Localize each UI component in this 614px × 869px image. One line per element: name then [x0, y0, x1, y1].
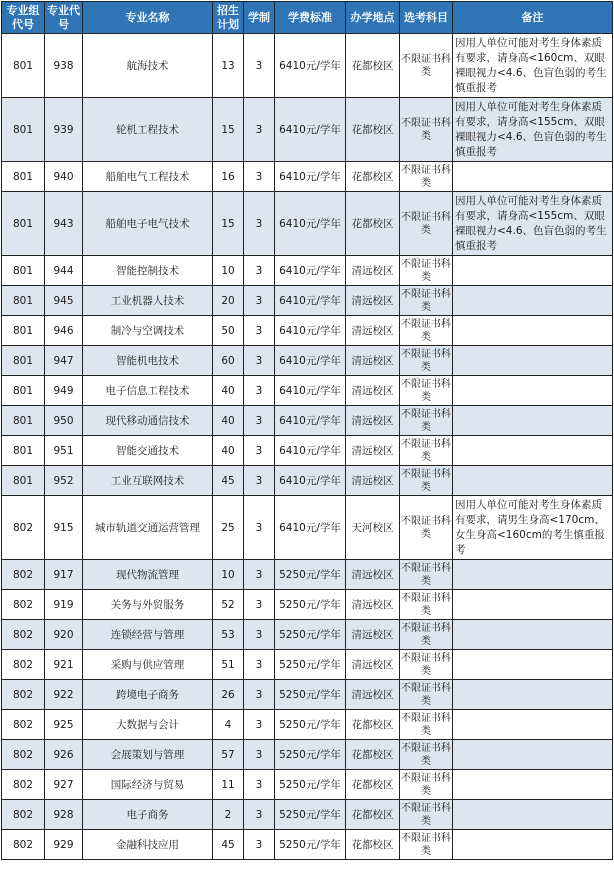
- campus-cell: 清远校区: [346, 620, 400, 650]
- major-code-cell: 951: [45, 436, 83, 466]
- tuition-cell: 5250元/学年: [275, 800, 346, 830]
- campus-cell: 花都校区: [346, 98, 400, 162]
- major-name-cell: 航海技术: [83, 34, 213, 98]
- enrollment-plan-cell: 15: [213, 192, 244, 256]
- major-code-cell: 920: [45, 620, 83, 650]
- table-row: [2, 560, 613, 590]
- major-code-cell: 940: [45, 162, 83, 192]
- major-code-cell: 922: [45, 680, 83, 710]
- enrollment-plan-cell: 45: [213, 830, 244, 860]
- remarks-cell: [453, 590, 613, 620]
- group-code-cell: 802: [2, 830, 45, 860]
- major-name-cell: 会展策划与管理: [83, 740, 213, 770]
- major-name-cell: 电子信息工程技术: [83, 376, 213, 406]
- duration-cell: 3: [244, 770, 275, 800]
- group-code-cell: 801: [2, 406, 45, 436]
- major-code-cell: 939: [45, 98, 83, 162]
- header-duration: 学制: [244, 2, 275, 34]
- duration-cell: 3: [244, 466, 275, 496]
- enrollment-plan-cell: 25: [213, 496, 244, 560]
- campus-cell: 清远校区: [346, 466, 400, 496]
- major-code-cell: 921: [45, 650, 83, 680]
- remarks-cell: [453, 406, 613, 436]
- elective-subject-cell: 不限证书科类: [400, 192, 453, 256]
- duration-cell: 3: [244, 680, 275, 710]
- table-row: [2, 406, 613, 436]
- campus-cell: 清远校区: [346, 286, 400, 316]
- duration-cell: 3: [244, 406, 275, 436]
- major-code-cell: 947: [45, 346, 83, 376]
- header-campus: 办学地点: [346, 2, 400, 34]
- enrollment-plan-cell: 13: [213, 34, 244, 98]
- group-code-cell: 802: [2, 800, 45, 830]
- table-row: [2, 680, 613, 710]
- major-code-cell: 944: [45, 256, 83, 286]
- enrollment-plan-cell: 2: [213, 800, 244, 830]
- tuition-cell: 6410元/学年: [275, 316, 346, 346]
- elective-subject-cell: 不限证书科类: [400, 770, 453, 800]
- remarks-cell: [453, 710, 613, 740]
- remarks-cell: 因用人单位可能对考生身体素质有要求，请身高<155cm、双眼裸眼视力<4.6、色盲色弱的考生慎重报考: [453, 98, 613, 162]
- enrollment-plan-cell: 20: [213, 286, 244, 316]
- table-row: [2, 496, 613, 560]
- group-code-cell: 801: [2, 256, 45, 286]
- elective-subject-cell: 不限证书科类: [400, 830, 453, 860]
- table-row: [2, 740, 613, 770]
- major-name-cell: 电子商务: [83, 800, 213, 830]
- table-row: [2, 590, 613, 620]
- tuition-cell: 5250元/学年: [275, 650, 346, 680]
- tuition-cell: 6410元/学年: [275, 466, 346, 496]
- enrollment-plan-cell: 45: [213, 466, 244, 496]
- elective-subject-cell: 不限证书科类: [400, 376, 453, 406]
- elective-subject-cell: 不限证书科类: [400, 162, 453, 192]
- table-row: [2, 376, 613, 406]
- major-name-cell: 智能交通技术: [83, 436, 213, 466]
- table-row: [2, 346, 613, 376]
- elective-subject-cell: 不限证书科类: [400, 710, 453, 740]
- group-code-cell: 802: [2, 740, 45, 770]
- campus-cell: 清远校区: [346, 346, 400, 376]
- duration-cell: 3: [244, 436, 275, 466]
- campus-cell: 清远校区: [346, 316, 400, 346]
- table-row: [2, 800, 613, 830]
- header-group-code: 专业组代号: [2, 2, 45, 34]
- remarks-cell: [453, 620, 613, 650]
- remarks-cell: [453, 650, 613, 680]
- enrollment-plan-cell: 40: [213, 376, 244, 406]
- campus-cell: 清远校区: [346, 376, 400, 406]
- elective-subject-cell: 不限证书科类: [400, 560, 453, 590]
- header-major-code: 专业代号: [45, 2, 83, 34]
- enrollment-plan-cell: 15: [213, 98, 244, 162]
- major-name-cell: 现代移动通信技术: [83, 406, 213, 436]
- major-code-cell: 949: [45, 376, 83, 406]
- header-tuition: 学费标准: [275, 2, 346, 34]
- remarks-cell: [453, 162, 613, 192]
- campus-cell: 清远校区: [346, 560, 400, 590]
- major-code-cell: 919: [45, 590, 83, 620]
- major-code-cell: 925: [45, 710, 83, 740]
- table-row: [2, 436, 613, 466]
- tuition-cell: 5250元/学年: [275, 590, 346, 620]
- remarks-cell: [453, 346, 613, 376]
- major-name-cell: 制冷与空调技术: [83, 316, 213, 346]
- major-name-cell: 跨境电子商务: [83, 680, 213, 710]
- remarks-cell: [453, 800, 613, 830]
- group-code-cell: 801: [2, 316, 45, 346]
- major-code-cell: 928: [45, 800, 83, 830]
- group-code-cell: 802: [2, 620, 45, 650]
- campus-cell: 花都校区: [346, 770, 400, 800]
- tuition-cell: 6410元/学年: [275, 346, 346, 376]
- enrollment-plan-cell: 50: [213, 316, 244, 346]
- elective-subject-cell: 不限证书科类: [400, 680, 453, 710]
- tuition-cell: 6410元/学年: [275, 496, 346, 560]
- duration-cell: 3: [244, 346, 275, 376]
- campus-cell: 清远校区: [346, 680, 400, 710]
- major-code-cell: 915: [45, 496, 83, 560]
- duration-cell: 3: [244, 650, 275, 680]
- major-name-cell: 工业机器人技术: [83, 286, 213, 316]
- duration-cell: 3: [244, 98, 275, 162]
- tuition-cell: 6410元/学年: [275, 286, 346, 316]
- table-row: [2, 256, 613, 286]
- major-name-cell: 采购与供应管理: [83, 650, 213, 680]
- enrollment-plan-cell: 26: [213, 680, 244, 710]
- enrollment-plan-cell: 16: [213, 162, 244, 192]
- elective-subject-cell: 不限证书科类: [400, 620, 453, 650]
- group-code-cell: 801: [2, 436, 45, 466]
- header-elective-subject: 选考科目: [400, 2, 453, 34]
- remarks-cell: [453, 830, 613, 860]
- enrollment-plan-cell: 57: [213, 740, 244, 770]
- group-code-cell: 802: [2, 650, 45, 680]
- campus-cell: 清远校区: [346, 650, 400, 680]
- table-header-row: [2, 2, 613, 34]
- campus-cell: 花都校区: [346, 830, 400, 860]
- major-code-cell: 938: [45, 34, 83, 98]
- elective-subject-cell: 不限证书科类: [400, 650, 453, 680]
- elective-subject-cell: 不限证书科类: [400, 286, 453, 316]
- tuition-cell: 5250元/学年: [275, 710, 346, 740]
- duration-cell: 3: [244, 496, 275, 560]
- elective-subject-cell: 不限证书科类: [400, 316, 453, 346]
- major-code-cell: 927: [45, 770, 83, 800]
- group-code-cell: 801: [2, 346, 45, 376]
- campus-cell: 天河校区: [346, 496, 400, 560]
- remarks-cell: [453, 680, 613, 710]
- elective-subject-cell: 不限证书科类: [400, 406, 453, 436]
- group-code-cell: 802: [2, 710, 45, 740]
- remarks-cell: [453, 466, 613, 496]
- major-name-cell: 连锁经营与管理: [83, 620, 213, 650]
- tuition-cell: 6410元/学年: [275, 34, 346, 98]
- table-body: [2, 34, 613, 860]
- duration-cell: 3: [244, 192, 275, 256]
- remarks-cell: [453, 376, 613, 406]
- duration-cell: 3: [244, 34, 275, 98]
- campus-cell: 清远校区: [346, 590, 400, 620]
- duration-cell: 3: [244, 710, 275, 740]
- campus-cell: 清远校区: [346, 406, 400, 436]
- remarks-cell: [453, 740, 613, 770]
- enrollment-plan-cell: 40: [213, 436, 244, 466]
- major-code-cell: 946: [45, 316, 83, 346]
- group-code-cell: 801: [2, 376, 45, 406]
- group-code-cell: 801: [2, 192, 45, 256]
- enrollment-plan-cell: 60: [213, 346, 244, 376]
- remarks-cell: [453, 560, 613, 590]
- table-row: [2, 286, 613, 316]
- tuition-cell: 6410元/学年: [275, 98, 346, 162]
- table-row: [2, 98, 613, 162]
- major-name-cell: 轮机工程技术: [83, 98, 213, 162]
- remarks-cell: 因用人单位可能对考生身体素质有要求，请身高<160cm、双眼裸眼视力<4.6、色盲色弱的考生慎重报考: [453, 34, 613, 98]
- tuition-cell: 6410元/学年: [275, 376, 346, 406]
- duration-cell: 3: [244, 376, 275, 406]
- duration-cell: 3: [244, 162, 275, 192]
- duration-cell: 3: [244, 256, 275, 286]
- major-name-cell: 关务与外贸服务: [83, 590, 213, 620]
- duration-cell: 3: [244, 316, 275, 346]
- major-code-cell: 943: [45, 192, 83, 256]
- group-code-cell: 802: [2, 560, 45, 590]
- elective-subject-cell: 不限证书科类: [400, 740, 453, 770]
- header-major-name: 专业名称: [83, 2, 213, 34]
- campus-cell: 花都校区: [346, 162, 400, 192]
- major-name-cell: 船舶电子电气技术: [83, 192, 213, 256]
- remarks-cell: [453, 770, 613, 800]
- major-enrollment-table: [1, 1, 613, 860]
- tuition-cell: 5250元/学年: [275, 680, 346, 710]
- table-row: [2, 710, 613, 740]
- campus-cell: 花都校区: [346, 710, 400, 740]
- campus-cell: 花都校区: [346, 740, 400, 770]
- tuition-cell: 5250元/学年: [275, 620, 346, 650]
- table-row: [2, 466, 613, 496]
- elective-subject-cell: 不限证书科类: [400, 496, 453, 560]
- header-remarks: 备注: [453, 2, 613, 34]
- duration-cell: 3: [244, 560, 275, 590]
- remarks-cell: [453, 286, 613, 316]
- campus-cell: 花都校区: [346, 800, 400, 830]
- major-name-cell: 城市轨道交通运营管理: [83, 496, 213, 560]
- campus-cell: 花都校区: [346, 192, 400, 256]
- enrollment-plan-cell: 11: [213, 770, 244, 800]
- elective-subject-cell: 不限证书科类: [400, 34, 453, 98]
- enrollment-plan-cell: 40: [213, 406, 244, 436]
- enrollment-plan-cell: 4: [213, 710, 244, 740]
- group-code-cell: 802: [2, 496, 45, 560]
- elective-subject-cell: 不限证书科类: [400, 98, 453, 162]
- major-name-cell: 工业互联网技术: [83, 466, 213, 496]
- enrollment-plan-cell: 53: [213, 620, 244, 650]
- group-code-cell: 801: [2, 98, 45, 162]
- enrollment-plan-cell: 52: [213, 590, 244, 620]
- major-code-cell: 917: [45, 560, 83, 590]
- elective-subject-cell: 不限证书科类: [400, 800, 453, 830]
- major-name-cell: 智能控制技术: [83, 256, 213, 286]
- major-name-cell: 现代物流管理: [83, 560, 213, 590]
- group-code-cell: 801: [2, 466, 45, 496]
- table-row: [2, 316, 613, 346]
- tuition-cell: 5250元/学年: [275, 560, 346, 590]
- major-name-cell: 智能机电技术: [83, 346, 213, 376]
- remarks-cell: 因用人单位可能对考生身体素质有要求，请男生身高<170cm、女生身高<160cm的考生慎重报考: [453, 496, 613, 560]
- duration-cell: 3: [244, 620, 275, 650]
- enrollment-plan-cell: 10: [213, 256, 244, 286]
- tuition-cell: 5250元/学年: [275, 830, 346, 860]
- duration-cell: 3: [244, 590, 275, 620]
- tuition-cell: 6410元/学年: [275, 436, 346, 466]
- campus-cell: 花都校区: [346, 34, 400, 98]
- group-code-cell: 801: [2, 286, 45, 316]
- remarks-cell: 因用人单位可能对考生身体素质有要求，请身高<155cm、双眼裸眼视力<4.6、色盲色弱的考生慎重报考: [453, 192, 613, 256]
- group-code-cell: 801: [2, 162, 45, 192]
- duration-cell: 3: [244, 286, 275, 316]
- elective-subject-cell: 不限证书科类: [400, 590, 453, 620]
- table-row: [2, 192, 613, 256]
- tuition-cell: 6410元/学年: [275, 406, 346, 436]
- major-code-cell: 945: [45, 286, 83, 316]
- tuition-cell: 5250元/学年: [275, 740, 346, 770]
- major-name-cell: 金融科技应用: [83, 830, 213, 860]
- remarks-cell: [453, 436, 613, 466]
- duration-cell: 3: [244, 740, 275, 770]
- major-code-cell: 926: [45, 740, 83, 770]
- major-code-cell: 950: [45, 406, 83, 436]
- header-enrollment-plan: 招生计划: [213, 2, 244, 34]
- major-code-cell: 929: [45, 830, 83, 860]
- table-row: [2, 650, 613, 680]
- remarks-cell: [453, 316, 613, 346]
- group-code-cell: 802: [2, 680, 45, 710]
- table-row: [2, 620, 613, 650]
- tuition-cell: 6410元/学年: [275, 162, 346, 192]
- table-row: [2, 162, 613, 192]
- major-code-cell: 952: [45, 466, 83, 496]
- table-row: [2, 830, 613, 860]
- major-name-cell: 船舶电气工程技术: [83, 162, 213, 192]
- remarks-cell: [453, 256, 613, 286]
- enrollment-plan-cell: 51: [213, 650, 244, 680]
- elective-subject-cell: 不限证书科类: [400, 466, 453, 496]
- table-row: [2, 770, 613, 800]
- tuition-cell: 6410元/学年: [275, 192, 346, 256]
- tuition-cell: 5250元/学年: [275, 770, 346, 800]
- elective-subject-cell: 不限证书科类: [400, 436, 453, 466]
- group-code-cell: 802: [2, 590, 45, 620]
- major-name-cell: 国际经济与贸易: [83, 770, 213, 800]
- enrollment-plan-cell: 10: [213, 560, 244, 590]
- table-row: [2, 34, 613, 98]
- duration-cell: 3: [244, 830, 275, 860]
- group-code-cell: 801: [2, 34, 45, 98]
- campus-cell: 清远校区: [346, 436, 400, 466]
- major-name-cell: 大数据与会计: [83, 710, 213, 740]
- tuition-cell: 6410元/学年: [275, 256, 346, 286]
- group-code-cell: 802: [2, 770, 45, 800]
- campus-cell: 清远校区: [346, 256, 400, 286]
- elective-subject-cell: 不限证书科类: [400, 346, 453, 376]
- duration-cell: 3: [244, 800, 275, 830]
- elective-subject-cell: 不限证书科类: [400, 256, 453, 286]
